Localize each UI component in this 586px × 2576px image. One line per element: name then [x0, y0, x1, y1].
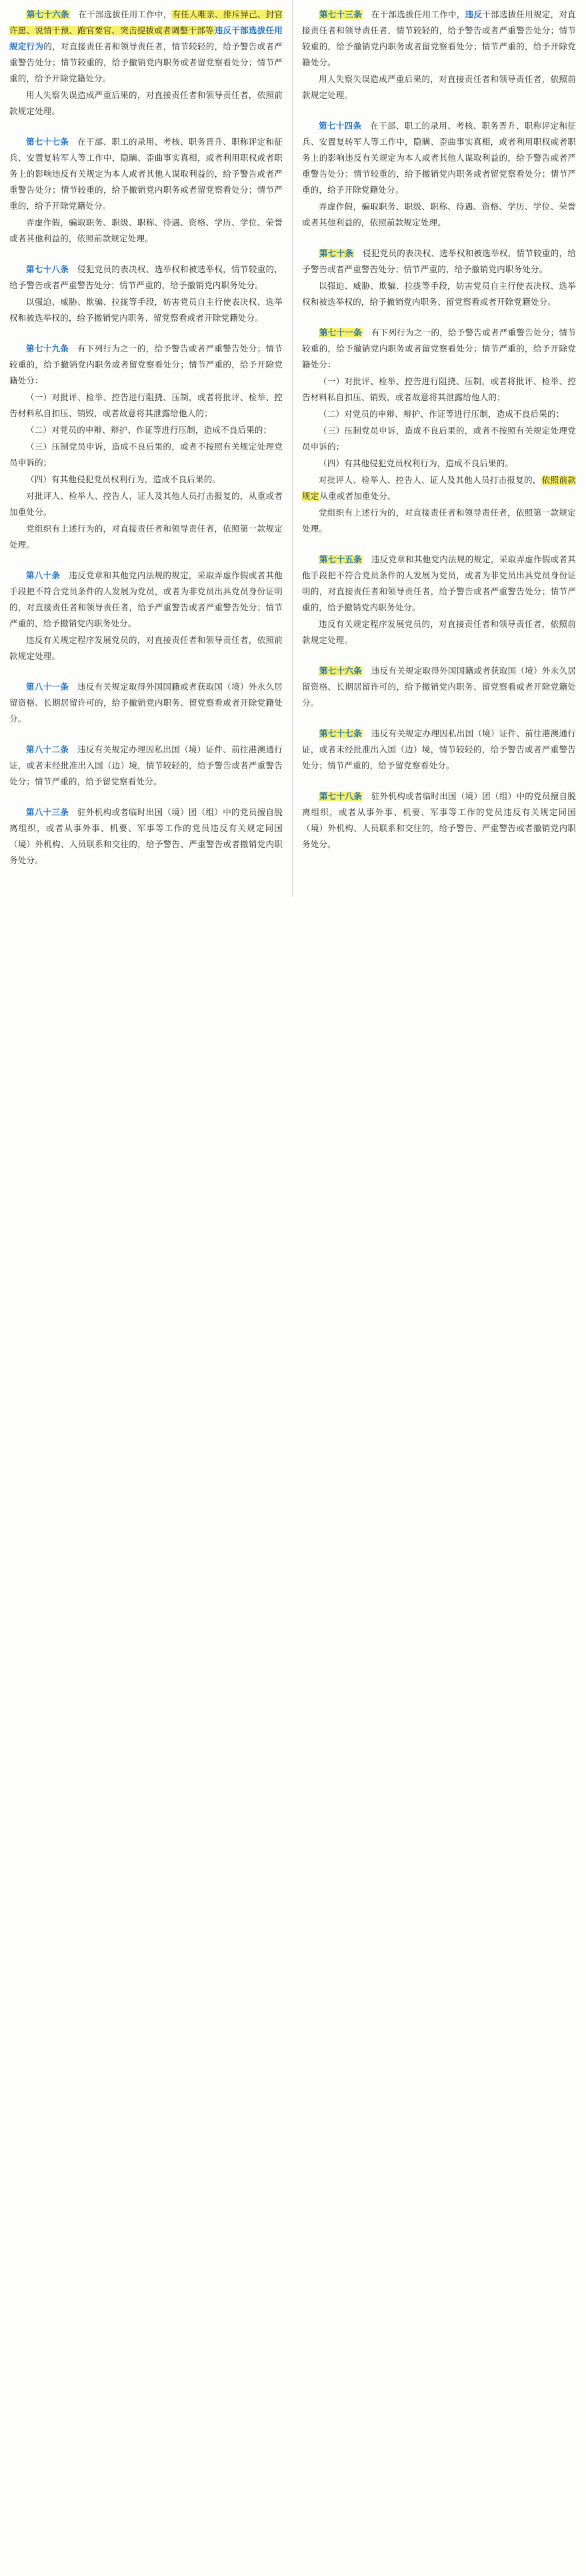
article-first-paragraph — [302, 726, 576, 774]
article-heading: 第七十条 — [319, 249, 354, 258]
article-paragraph — [9, 294, 283, 326]
article-paragraph — [9, 87, 283, 119]
article-paragraph — [302, 374, 576, 406]
article-first-paragraph — [302, 325, 576, 373]
article-first-paragraph — [302, 118, 576, 198]
article-paragraph — [9, 632, 283, 664]
body-text: 侵犯党员的表决权、选举权和被选举权，情节较重的，给予警告或者严重警告处分；情节严重的，给予撤销党内职务处分。 — [302, 249, 576, 274]
article-heading: 第八十条 — [26, 571, 61, 580]
article-block — [302, 7, 576, 103]
article-block — [9, 134, 283, 247]
body-text: 的，对直接责任者和领导责任者，情节较轻的，给予警告或者严重警告处分；情节较重的，给予撤销党内职务或者留党察看处分；情节严重的，给予开除党籍处分。 — [9, 42, 283, 83]
article-block — [9, 568, 283, 664]
body-text: 侵犯党员的表决权、选举权和被选举权，情节较重的，给予警告或者严重警告处分；情节严重的，给予撤销党内职务处分。 — [9, 265, 283, 290]
body-text: 以强迫、威胁、欺骗、拉拢等手段，妨害党员自主行使表决权、选举权和被选举权的，给予撤销党内职务、留党察看或者开除党籍处分。 — [9, 297, 283, 323]
article-paragraph — [302, 472, 576, 504]
body-text: 对批评人、检举人、控告人、证人及其他人员打击报复的，从重或者加重处分。 — [9, 492, 283, 517]
article-block — [9, 804, 283, 868]
body-text: 弄虚作假，骗取职务、职级、职称、待遇、资格、学历、学位、荣誉或者其他利益的，依照前款规定处理。 — [302, 202, 576, 227]
article-heading: 第八十一条 — [26, 682, 69, 692]
article-heading: 第七十七条 — [26, 137, 69, 147]
highlighted-text: 有任人唯亲、排斥异己、封官许愿、说情干预、跑官要官、突击提拔或者调整干部等 — [9, 10, 283, 35]
article-paragraph — [302, 423, 576, 455]
body-text: （三）压制党员申诉，造成不良后果的，或者不按照有关规定处理党员申诉的； — [9, 442, 283, 468]
article-paragraph — [9, 422, 283, 438]
article-heading: 第七十八条 — [26, 265, 69, 274]
left-column — [0, 0, 293, 896]
article-paragraph — [302, 616, 576, 648]
body-text: 在干部选拔任用工作中， — [78, 10, 172, 19]
body-text: 从重或者加重处分。 — [319, 492, 396, 501]
heading-spacer — [70, 10, 79, 19]
body-text: （二）对党员的申辩、辩护、作证等进行压制，造成不良后果的； — [319, 410, 565, 419]
article-heading: 第七十三条 — [319, 10, 363, 19]
article-first-paragraph — [9, 134, 283, 214]
heading-spacer — [69, 682, 77, 692]
body-text: 党组织有上述行为的，对直接责任者和领导责任者，依照第一款规定处理。 — [302, 508, 576, 534]
article-first-paragraph — [302, 663, 576, 711]
article-block — [302, 663, 576, 711]
body-text: 在干部选拔任用工作中， — [371, 10, 465, 19]
article-block — [9, 341, 283, 553]
article-block — [302, 245, 576, 310]
body-text: 弄虚作假，骗取职务、职级、职称、待遇、资格、学历、学位、荣誉或者其他利益的，依照前款规定处理。 — [9, 218, 283, 243]
body-text: 违反有关规定取得外国国籍或者获取国（境）外永久居留资格、长期居留许可的，给予撤销党内职务、留党察看或者开除党籍处分。 — [9, 682, 283, 724]
article-heading: 第七十六条 — [27, 10, 69, 19]
article-heading: 第八十二条 — [26, 745, 69, 754]
article-paragraph — [302, 456, 576, 472]
article-heading: 第七十八条 — [319, 792, 363, 801]
body-text: 以强迫、威胁、欺骗、拉拢等手段，妨害党员自主行使表决权、选举权和被选举权的，给予撤销党内职务、留党察看或者开除党籍处分。 — [302, 281, 576, 307]
article-heading: 第七十六条 — [319, 666, 363, 676]
article-first-paragraph — [9, 742, 283, 790]
article-paragraph — [9, 439, 283, 471]
article-block — [9, 679, 283, 727]
article-heading: 第七十七条 — [319, 729, 363, 738]
article-heading: 第八十三条 — [26, 808, 69, 817]
article-heading: 第七十五条 — [319, 555, 363, 564]
article-paragraph — [9, 390, 283, 422]
heading-spacer — [354, 249, 363, 258]
right-column — [293, 0, 585, 880]
heading-spacer — [363, 792, 371, 801]
article-block — [9, 261, 283, 326]
body-text: 违反有关规定取得外国国籍或者获取国（境）外永久居留资格、长期居留许可的，给予撤销党内职务、留党察看或者开除党籍处分。 — [302, 666, 576, 708]
body-text: 对批评人、检举人、控告人、证人及其他人员打击报复的， — [319, 476, 541, 485]
article-block — [9, 742, 283, 790]
article-paragraph — [302, 278, 576, 310]
article-block — [9, 7, 283, 119]
heading-spacer — [363, 666, 371, 676]
body-text: 在干部、职工的录用、考核、职务晋升、职称评定和征兵、安置复转军人等工作中，隐瞒、歪曲事实真相，或者利用职权或者职务上的影响违反有关规定为本人或者其他人谋取利益的，给予警告或者严重警告处分；情节较重的，给予撤销党内职务或者留党察看处分；情节严重的，给予开除党籍处分。 — [9, 137, 283, 211]
article-paragraph — [302, 199, 576, 231]
body-text: 违反有关规定办理因私出国（境）证件、前往港澳通行证，或者未经批准出入国（边）境，情节较轻的，给予警告或者严重警告处分；情节严重的，给予留党察看处分。 — [9, 745, 283, 786]
article-first-paragraph — [9, 341, 283, 389]
article-paragraph — [302, 505, 576, 537]
article-first-paragraph — [9, 568, 283, 632]
article-first-paragraph — [302, 552, 576, 616]
heading-spacer — [361, 121, 370, 131]
article-block — [302, 325, 576, 537]
body-text: （三）压制党员申诉，造成不良后果的，或者不按照有关规定处理党员申诉的； — [302, 426, 576, 452]
heading-spacer — [69, 808, 77, 817]
body-text: 有下列行为之一的，给予警告或者严重警告处分；情节较重的，给予撤销党内职务或者留党察看处分；情节严重的，给予开除党籍处分： — [9, 344, 283, 386]
article-paragraph — [9, 472, 283, 488]
body-text: 违反党章和其他党内法规的规定，采取弄虚作假或者其他手段把不符合党员条件的人发展为党员，或者为非党员出具党员身份证明的，对直接责任者和领导责任者，给予严重警告或者严重警告处分；情节严重的，给予撤销党内职务处分。 — [9, 571, 283, 628]
heading-spacer — [363, 328, 371, 338]
body-text: （四）有其他侵犯党员权利行为，造成不良后果的。 — [319, 459, 514, 468]
article-heading: 第七十四条 — [319, 121, 362, 131]
article-paragraph — [9, 215, 283, 247]
body-text: 党组织有上述行为的，对直接责任者和领导责任者，依照第一款规定处理。 — [9, 524, 283, 550]
body-text: 违反有关规定办理因私出国（境）证件、前往港澳通行证，或者未经批准出入国（边）境，情节较轻的，给予警告或者严重警告处分；情节严重的，给予留党察看处分。 — [302, 729, 576, 770]
article-heading: 第七十一条 — [319, 328, 363, 338]
article-first-paragraph — [9, 7, 283, 87]
article-paragraph — [9, 521, 283, 553]
article-paragraph — [9, 488, 283, 520]
heading-spacer — [69, 745, 77, 754]
body-text: 驻外机构或者临时出国（境）团（组）中的党员擅自脱离组织，或者从事外事、机要、军事等工作的党员违反有关规定同国（境）外机构、人员联系和交往的，给予警告、严重警告或者撤销党内职务处分。 — [9, 808, 283, 865]
body-text: 违反有关规定程序发展党员的，对直接责任者和领导责任者，依照前款规定处理。 — [9, 636, 283, 661]
article-first-paragraph — [9, 804, 283, 868]
body-text: 违反党章和其他党内法规的规定，采取弄虚作假或者其他手段把不符合党员条件的人发展为党员，或者为非党员出具党员身份证明的，对直接责任者和领导责任者，给予警告或者严重警告处分；情节严重的，给予撤销党内职务处分。 — [302, 555, 576, 612]
body-text: 在干部、职工的录用、考核、职务晋升、职称评定和征兵、安置复转军人等工作中，隐瞒、歪曲事实真相，或者利用职权或者职务上的影响违反有关规定为本人或者其他人谋取利益的，给予警告或者严重警告处分；情节较重的，给予撤销党内职务或者留党察看处分；情节严重的，给予开除党籍处分。 — [302, 121, 576, 195]
article-block — [302, 788, 576, 852]
two-column-layout — [0, 0, 586, 896]
body-text: 驻外机构或者临时出国（境）团（组）中的党员擅自脱离组织，或者从事外事、机要、军事等工作的党员违反有关规定同国（境）外机构、人员联系和交往的，给予警告、严重警告或者撤销党内职务处分。 — [302, 792, 576, 849]
article-block — [302, 726, 576, 774]
body-text: 干部选拔任用规定，对直接责任者和领导责任者，情节较轻的，给予警告或者严重警告处分；情节较重的，给予撤销党内职务或者留党察看处分；情节严重的，给予开除党籍处分。 — [302, 10, 576, 67]
heading-spacer — [69, 137, 77, 147]
article-first-paragraph — [9, 261, 283, 293]
emphasis-text: 违反干部选拔任用规定行为 — [9, 26, 283, 51]
article-first-paragraph — [302, 245, 576, 277]
heading-spacer — [363, 729, 371, 738]
article-block — [302, 552, 576, 648]
body-text: 用人失察失误造成严重后果的，对直接责任者和领导责任者，依照前款规定处理。 — [9, 91, 283, 116]
body-text: （二）对党员的申辩、辩护、作证等进行压制，造成不良后果的； — [26, 426, 272, 435]
article-paragraph — [302, 71, 576, 103]
heading-spacer — [363, 555, 371, 564]
body-text: （一）对批评、检举、控告进行阻挠、压制，或者将批评、检举、控告材料私自扣压、销毁，或者故意将其泄露给他人的； — [302, 377, 576, 402]
article-first-paragraph — [9, 679, 283, 727]
article-first-paragraph — [302, 7, 576, 71]
body-text: （一）对批评、检举、控告进行阻挠、压制，或者将批评、检举、控告材料私自扣压、销毁，或者故意将其泄露给他人的； — [9, 393, 283, 418]
article-heading: 第七十九条 — [26, 344, 69, 354]
article-paragraph — [302, 406, 576, 422]
heading-spacer — [363, 10, 371, 19]
article-first-paragraph — [302, 788, 576, 852]
article-block — [302, 118, 576, 231]
body-text: 用人失察失误造成严重后果的，对直接责任者和领导责任者，依照前款规定处理。 — [302, 75, 576, 100]
body-text: （四）有其他侵犯党员权利行为，造成不良后果的。 — [26, 475, 221, 484]
body-text: 违反有关规定程序发展党员的，对直接责任者和领导责任者，依照前款规定处理。 — [302, 620, 576, 645]
heading-spacer — [60, 571, 69, 580]
emphasis-text: 违反 — [465, 10, 483, 19]
heading-spacer — [69, 344, 77, 354]
highlighted-text: 依照前款规定 — [302, 476, 576, 501]
heading-spacer — [69, 265, 77, 274]
body-text: 有下列行为之一的，给予警告或者严重警告处分；情节较重的，给予撤销党内职务或者留党察看处分；情节严重的，给予开除党籍处分： — [302, 328, 576, 370]
